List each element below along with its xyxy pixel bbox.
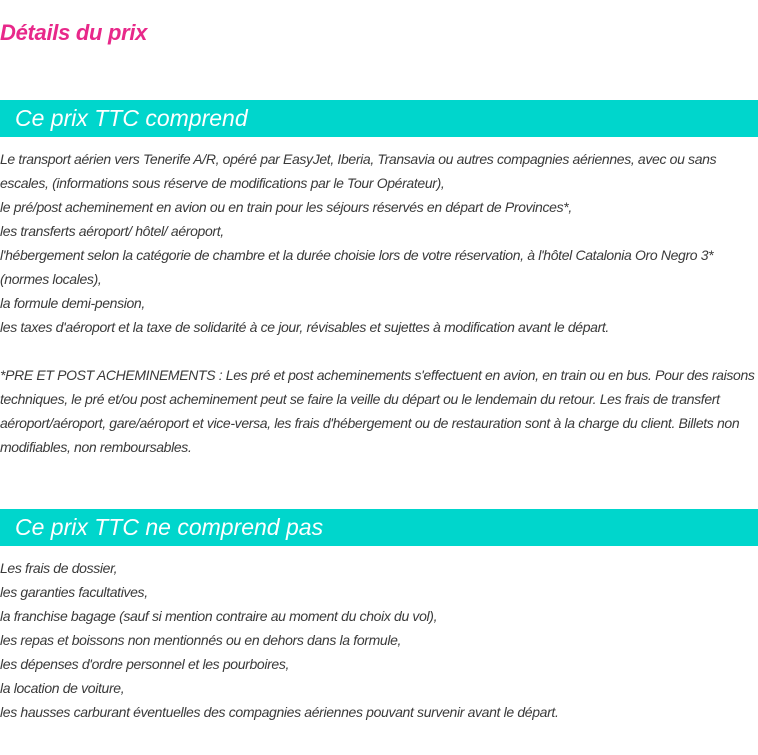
excluded-item-fuel-surcharge: les hausses carburant éventuelles des compagnies aériennes pouvant survenir avant le départ. <box>0 704 559 720</box>
excluded-item-guarantees: les garanties facultatives, <box>0 584 148 600</box>
excluded-item-car-rental: la location de voiture, <box>0 680 125 696</box>
included-item-pre-post: le pré/post acheminement en avion ou en train pour les séjours réservés en départ de Provinces*, <box>0 199 572 215</box>
pre-post-note: *PRE ET POST ACHEMINEMENTS : Les pré et post acheminements s'effectuent en avion, en train ou en bus. Pour des raisons techniques, le pré et/ou post acheminement peut se faire la veille du départ ou le lendemain du retour. Les frais de transfert aéroport/aéroport, gare/aéroport et vice-versa, les frais d'hébergement ou de restauration sont à la charge du client. Billets non modifiables, non remboursables. <box>0 367 755 455</box>
excluded-item-baggage: la franchise bagage (sauf si mention contraire au moment du choix du vol), <box>0 608 438 624</box>
page-title: Détails du prix <box>0 20 148 45</box>
section-header-included <box>0 100 758 137</box>
excluded-list <box>0 556 756 724</box>
excluded-item-file-fees: Les frais de dossier, <box>0 560 118 576</box>
section-header-excluded <box>0 509 758 546</box>
included-item-half-board: la formule demi-pension, <box>0 295 145 311</box>
included-item-accommodation: l'hébergement selon la catégorie de chambre et la durée choisie lors de votre réservation, à l'hôtel Catalonia Oro Negro 3* (normes locales), <box>0 247 714 287</box>
included-item-transport: Le transport aérien vers Tenerife A/R, opéré par EasyJet, Iberia, Transavia ou autres compagnies aériennes, avec ou sans escales, (informations sous réserve de modifications par le Tour Opérateur), <box>0 151 717 191</box>
spacer <box>0 339 756 363</box>
included-item-transfers: les transferts aéroport/ hôtel/ aéroport, <box>0 223 224 239</box>
included-item-taxes: les taxes d'aéroport et la taxe de solidarité à ce jour, révisables et sujettes à modification avant le départ. <box>0 319 609 335</box>
excluded-item-meals: les repas et boissons non mentionnés ou en dehors dans la formule, <box>0 632 402 648</box>
excluded-item-personal-expenses: les dépenses d'ordre personnel et les pourboires, <box>0 656 290 672</box>
section-title-excluded: Ce prix TTC ne comprend pas <box>15 514 324 540</box>
included-list <box>0 147 756 459</box>
section-title-included: Ce prix TTC comprend <box>15 105 248 131</box>
